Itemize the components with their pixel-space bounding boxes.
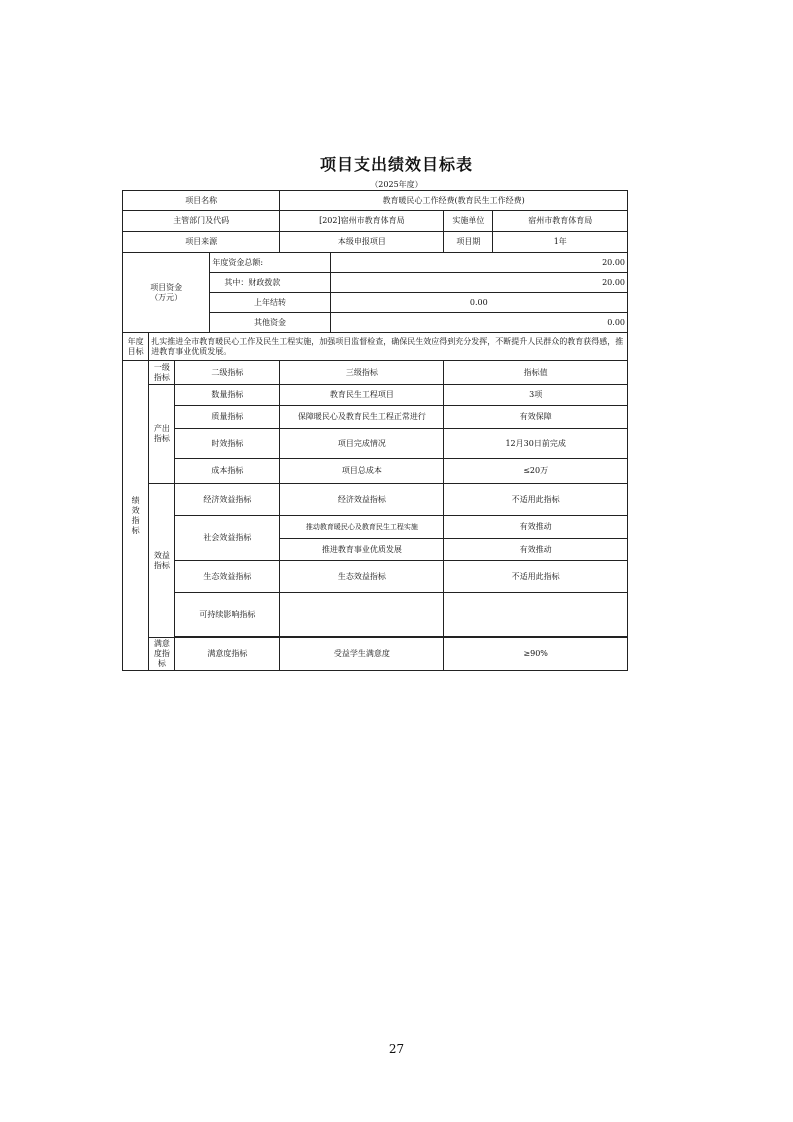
funds-other-label: 其他资金 [210,313,330,333]
source-value: 本级申报项目 [280,232,444,253]
header-level2: 二级指标 [175,361,280,385]
output-cost-level3: 项目总成本 [280,459,444,484]
satisfaction-indicator-label: 满意度指标 [149,638,175,671]
annual-goal-text: 扎实推进全市教育暖民心工作及民生工程实施，加强项目监督检查，确保民生效应得到充分发挥，不断提升人民群众的教育获得感，推进教育事业优质发展。 [149,333,628,361]
funds-fiscal-label: 其中：财政拨款 [210,273,330,293]
output-cost-value: ≤20万 [444,459,628,484]
ecological-value: 不适用此指标 [444,561,628,593]
funds-carryover-value: 0.00 [330,293,627,313]
source-label: 项目来源 [123,232,280,253]
dept-value: [202]宿州市教育体育局 [280,211,444,232]
impl-label: 实施单位 [444,211,493,232]
header-value: 指标值 [444,361,628,385]
performance-table [122,190,628,671]
social-level3-1: 推动教育暖民心及教育民生工程实施 [280,516,444,539]
satisfaction-value: ≥90% [444,638,628,671]
funds-other-value: 0.00 [330,313,627,333]
economic-level3: 经济效益指标 [280,484,444,516]
header-level1: 一级指标 [149,361,175,385]
social-value-2: 有效推动 [444,539,628,561]
social-level2: 社会效益指标 [175,516,280,561]
funds-total-value: 20.00 [330,253,627,273]
period-label: 项目期 [444,232,493,253]
output-quantity-level3: 教育民生工程项目 [280,385,444,406]
funds-label [123,253,210,333]
project-name-value: 教育暖民心工作经费(教育民生工作经费) [280,191,628,211]
economic-level2: 经济效益指标 [175,484,280,516]
output-quantity-value: 3项 [444,385,628,406]
funds-fiscal-value: 20.00 [330,273,627,293]
funds-label-line1: 项目资金 [150,282,183,292]
header-level3: 三级指标 [280,361,444,385]
output-quantity-level2: 数量指标 [175,385,280,406]
annual-goal-label: 年度目标 [123,333,149,361]
page-number: 27 [388,1042,405,1056]
period-value: 1年 [493,232,628,253]
ecological-level3: 生态效益指标 [280,561,444,593]
satisfaction-level3: 受益学生满意度 [280,638,444,671]
page-title: 项目支出绩效目标表 [319,155,473,174]
sustainable-level3 [280,593,444,637]
output-cost-level2: 成本指标 [175,459,280,484]
ecological-level2: 生态效益指标 [175,561,280,593]
indicator-group-label: 绩效指标 [123,361,149,671]
satisfaction-level2: 满意度指标 [175,638,280,671]
impl-value: 宿州市教育体育局 [493,211,628,232]
output-quality-level2: 质量指标 [175,406,280,429]
output-timeliness-level3: 项目完成情况 [280,429,444,459]
project-name-label: 项目名称 [123,191,280,211]
funds-total-label: 年度资金总额: [210,253,330,273]
social-value-1: 有效推动 [444,516,628,539]
output-indicator-label: 产出指标 [149,385,175,484]
dept-label: 主管部门及代码 [123,211,280,232]
output-quality-value: 有效保障 [444,406,628,429]
sustainable-level2: 可持续影响指标 [175,593,280,637]
benefit-indicator-label: 效益指标 [149,484,175,638]
output-timeliness-level2: 时效指标 [175,429,280,459]
page-subtitle: （2025年度） [370,180,423,189]
sustainable-value [444,593,628,637]
social-level3-2: 推进教育事业优质发展 [280,539,444,561]
economic-value: 不适用此指标 [444,484,628,516]
output-timeliness-value: 12月30日前完成 [444,429,628,459]
output-quality-level3: 保障暖民心及教育民生工程正常进行 [280,406,444,429]
funds-label-line2: （万元） [150,292,183,302]
funds-carryover-label: 上年结转 [210,293,330,313]
